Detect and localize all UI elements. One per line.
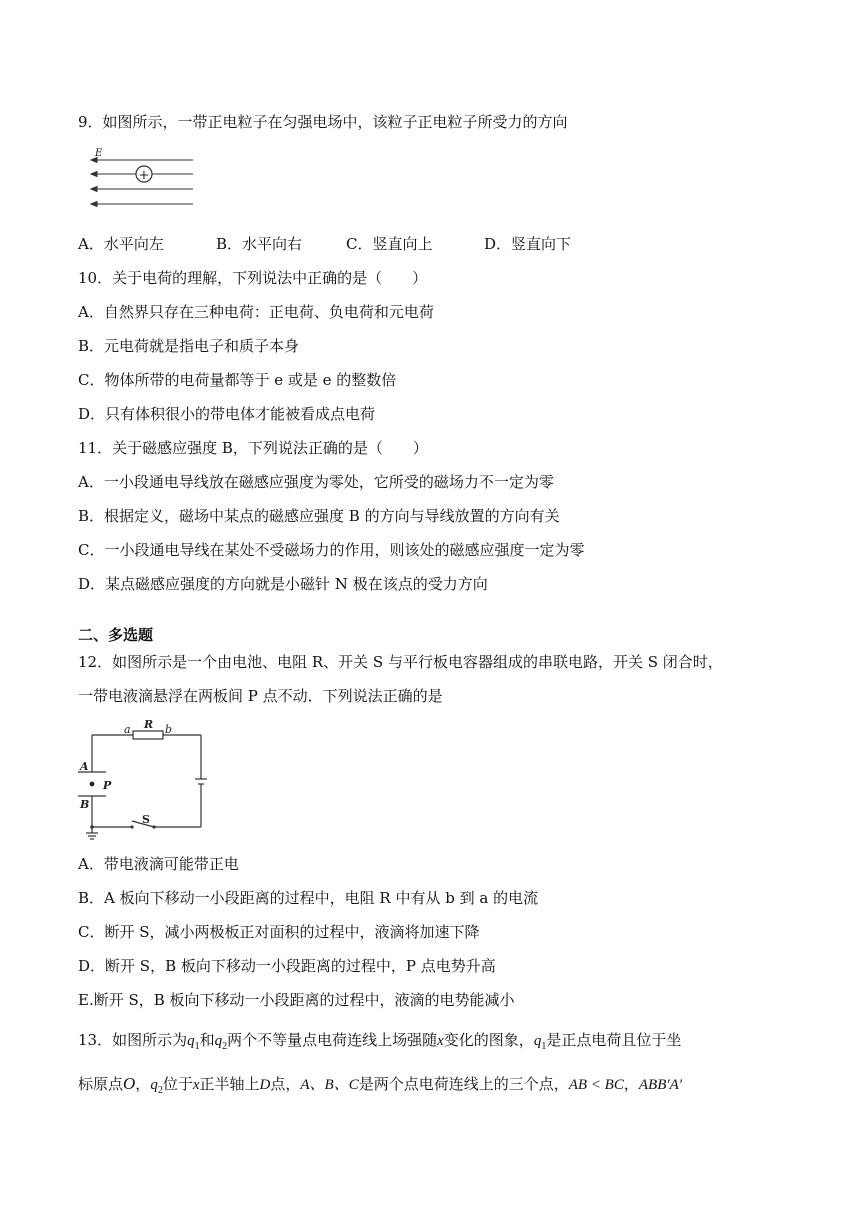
q12-label-R: R xyxy=(144,718,154,731)
q9-plus-symbol: + xyxy=(138,168,150,183)
q13-text: 点， xyxy=(270,1075,301,1093)
q13-text: 标原点 xyxy=(78,1075,124,1093)
q13-stem-line2 xyxy=(78,1074,682,1101)
q9-options xyxy=(78,234,571,254)
q12-label-B: B xyxy=(80,798,90,811)
q12-label-P: P xyxy=(103,779,112,792)
q13-x-again: x xyxy=(192,1077,200,1093)
q13-origin: O xyxy=(123,1074,136,1093)
q12-label-a: a xyxy=(124,723,131,736)
q12-stem-line2: 一带电液滴悬浮在两板间 P 点不动．下列说法正确的是 xyxy=(78,687,443,705)
q9-stem: 9．如图所示，一带正电粒子在匀强电场中，该粒子正电粒子所受力的方向 xyxy=(78,113,568,131)
q9-option-d: D．竖直向下 xyxy=(484,235,572,253)
q11-option-b: B．根据定义，磁场中某点的磁感应强度 B 的方向与导线放置的方向有关 xyxy=(78,507,560,525)
q9-electric-field-figure xyxy=(88,146,200,212)
q10-option-a: A．自然界只存在三种电荷：正电荷、负电荷和元电荷 xyxy=(78,303,434,321)
q13-stem-line1 xyxy=(78,1030,681,1057)
q9-option-a: A．水平向左 xyxy=(78,235,164,253)
q13-inequality: AB < BC xyxy=(568,1077,624,1093)
q13-points-abc: A、B、C xyxy=(300,1077,359,1093)
q13-point-d: D xyxy=(259,1077,271,1093)
section-title-multiple-choice: 二、多选题 xyxy=(78,626,154,644)
q13-text: 13．如图所示为 xyxy=(78,1031,188,1049)
q12-option-d: D．断开 S，B 板向下移动一小段距离的过程中，P 点电势升高 xyxy=(78,957,496,975)
q12-stem-line1: 12．如图所示是一个由电池、电阻 R、开关 S 与平行板电容器组成的串联电路，开关 S 闭合时， xyxy=(78,653,723,671)
q9-option-b: B．水平向右 xyxy=(216,235,303,253)
q13-q1-again: $q_1$ xyxy=(533,1033,547,1052)
q13-q1: $q_1$ xyxy=(187,1033,200,1052)
q12-option-e: E.断开 S，B 板向下移动一小段距离的过程中，液滴的电势能减小 xyxy=(78,991,515,1009)
q12-circuit-figure xyxy=(70,716,220,846)
q11-option-a: A．一小段通电导线放在磁感应强度为零处，它所受的磁场力不一定为零 xyxy=(78,473,554,491)
q10-option-b: B．元电荷就是指电子和质子本身 xyxy=(78,337,300,355)
q9-option-c: C．竖直向上 xyxy=(346,235,433,253)
q13-text: 是正点电荷且位于坐 xyxy=(546,1031,682,1049)
q13-text: ， xyxy=(135,1075,151,1093)
q12-option-a: A．带电液滴可能带正电 xyxy=(78,855,239,873)
q13-text: 是两个点电荷连线上的三个点， xyxy=(358,1075,569,1093)
q12-option-b: B．A 板向下移动一小段距离的过程中，电阻 R 中有从 b 到 a 的电流 xyxy=(78,889,539,907)
q13-text: 和 xyxy=(199,1031,215,1049)
q10-option-c: C．物体所带的电荷量都等于 e 或是 e 的整数倍 xyxy=(78,371,397,389)
q13-abba: ABB′A′ xyxy=(638,1077,683,1093)
q11-option-c: C．一小段通电导线在某处不受磁场力的作用，则该处的磁感应强度一定为零 xyxy=(78,541,585,559)
q12-label-b: b xyxy=(165,723,173,736)
q13-q2-again: $q_2$ xyxy=(150,1077,163,1096)
q12-label-S: S xyxy=(142,813,150,826)
q13-text: 正半轴上 xyxy=(199,1075,260,1093)
q11-option-d: D．某点磁感应强度的方向就是小磁针 N 极在该点的受力方向 xyxy=(78,575,488,593)
q13-q2: $q_2$ xyxy=(214,1033,228,1052)
q13-text: 两个不等量点电荷连线上场强随 xyxy=(227,1031,438,1049)
q13-text: ， xyxy=(623,1075,639,1093)
q10-stem: 10．关于电荷的理解，下列说法中正确的是（ ） xyxy=(78,269,428,287)
q13-text: 变化的图象， xyxy=(443,1031,534,1049)
q13-text: 位于 xyxy=(162,1075,193,1093)
q12-option-c: C．断开 S，减小两极板正对面积的过程中，液滴将加速下降 xyxy=(78,923,480,941)
q11-stem: 11．关于磁感应强度 B，下列说法正确的是（ ） xyxy=(78,439,428,457)
q10-option-d: D．只有体积很小的带电体才能被看成点电荷 xyxy=(78,405,376,423)
q12-label-A: A xyxy=(80,760,89,773)
q9-field-label: E xyxy=(95,148,103,159)
q13-x: x xyxy=(437,1033,444,1049)
